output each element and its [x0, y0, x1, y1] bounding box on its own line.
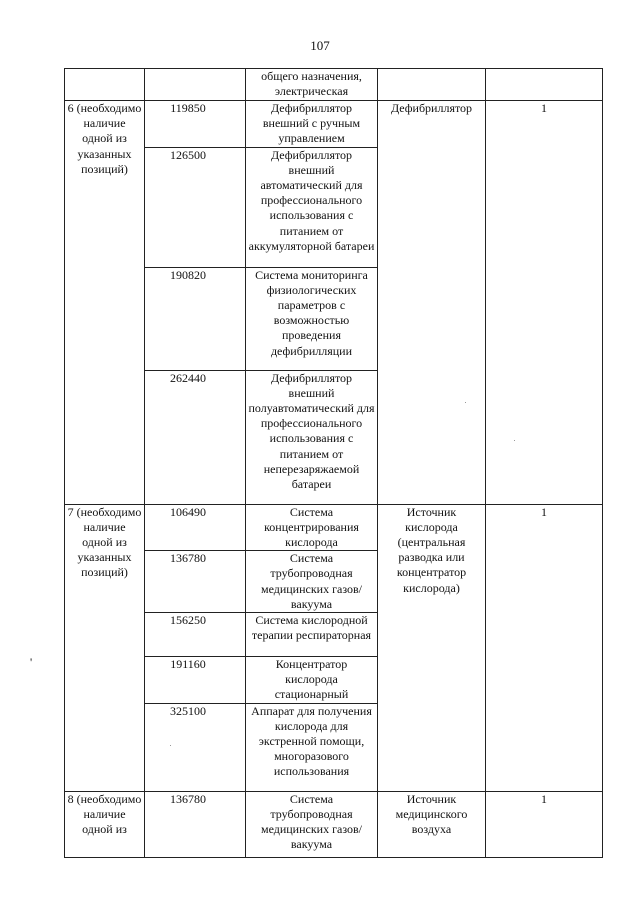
qty-cell: 1: [486, 101, 603, 505]
scan-speck: [465, 402, 466, 403]
type-cell: Источник кислорода (центральная разводка или концентратор кислорода): [378, 504, 486, 791]
name-cell: Система кислородной терапии респираторная: [246, 613, 378, 657]
group-cell: 8 (необходимо наличие одной из: [65, 791, 145, 857]
name-cell: Система трубопроводная медицинских газов/вакуума: [246, 791, 378, 857]
type-cell: Источник медицинского воздуха: [378, 791, 486, 857]
name-cell: Дефибриллятор внешний автоматический для профессионального использования с питанием от аккумуляторной батареи: [246, 147, 378, 267]
table-row: [65, 101, 603, 148]
group-cell: [65, 69, 145, 101]
name-cell: Система мониторинга физиологических параметров с возможностью проведения дефибрилляции: [246, 267, 378, 370]
name-cell: Система трубопроводная медицинских газов/вакуума: [246, 551, 378, 613]
code-cell: 136780: [145, 551, 246, 613]
scan-speck: [514, 440, 515, 441]
group-cell: 7 (необходимо наличие одной из указанных позиций): [65, 504, 145, 791]
page-number: 107: [310, 38, 330, 53]
margin-mark: ': [30, 655, 33, 669]
code-cell: 262440: [145, 370, 246, 504]
code-cell: [145, 69, 246, 101]
qty-cell: 1: [486, 504, 603, 791]
type-cell: [378, 69, 486, 101]
qty-cell: 1: [486, 791, 603, 857]
code-cell: 191160: [145, 657, 246, 704]
name-cell: общего назначения, электрическая: [246, 69, 378, 101]
name-cell: Дефибриллятор внешний полуавтоматический для профессионального использования с питанием от неперезаряжаемой батареи: [246, 370, 378, 504]
code-cell: 325100: [145, 703, 246, 791]
code-cell: 119850: [145, 101, 246, 148]
code-cell: 156250: [145, 613, 246, 657]
code-cell: 190820: [145, 267, 246, 370]
equipment-table: [64, 68, 603, 858]
name-cell: Система концентрирования кислорода: [246, 504, 378, 551]
name-cell: Дефибриллятор внешний с ручным управлением: [246, 101, 378, 148]
name-cell: Концентратор кислорода стационарный: [246, 657, 378, 704]
table-row: [65, 69, 603, 101]
scan-speck: [170, 745, 171, 746]
table-row: [65, 504, 603, 551]
group-cell: 6 (необходимо наличие одной из указанных позиций): [65, 101, 145, 505]
qty-cell: [486, 69, 603, 101]
type-cell: Дефибриллятор: [378, 101, 486, 505]
name-cell: Аппарат для получения кислорода для экстренной помощи, многоразового использования: [246, 703, 378, 791]
code-cell: 106490: [145, 504, 246, 551]
code-cell: 136780: [145, 791, 246, 857]
code-cell: 126500: [145, 147, 246, 267]
table-row: [65, 791, 603, 857]
